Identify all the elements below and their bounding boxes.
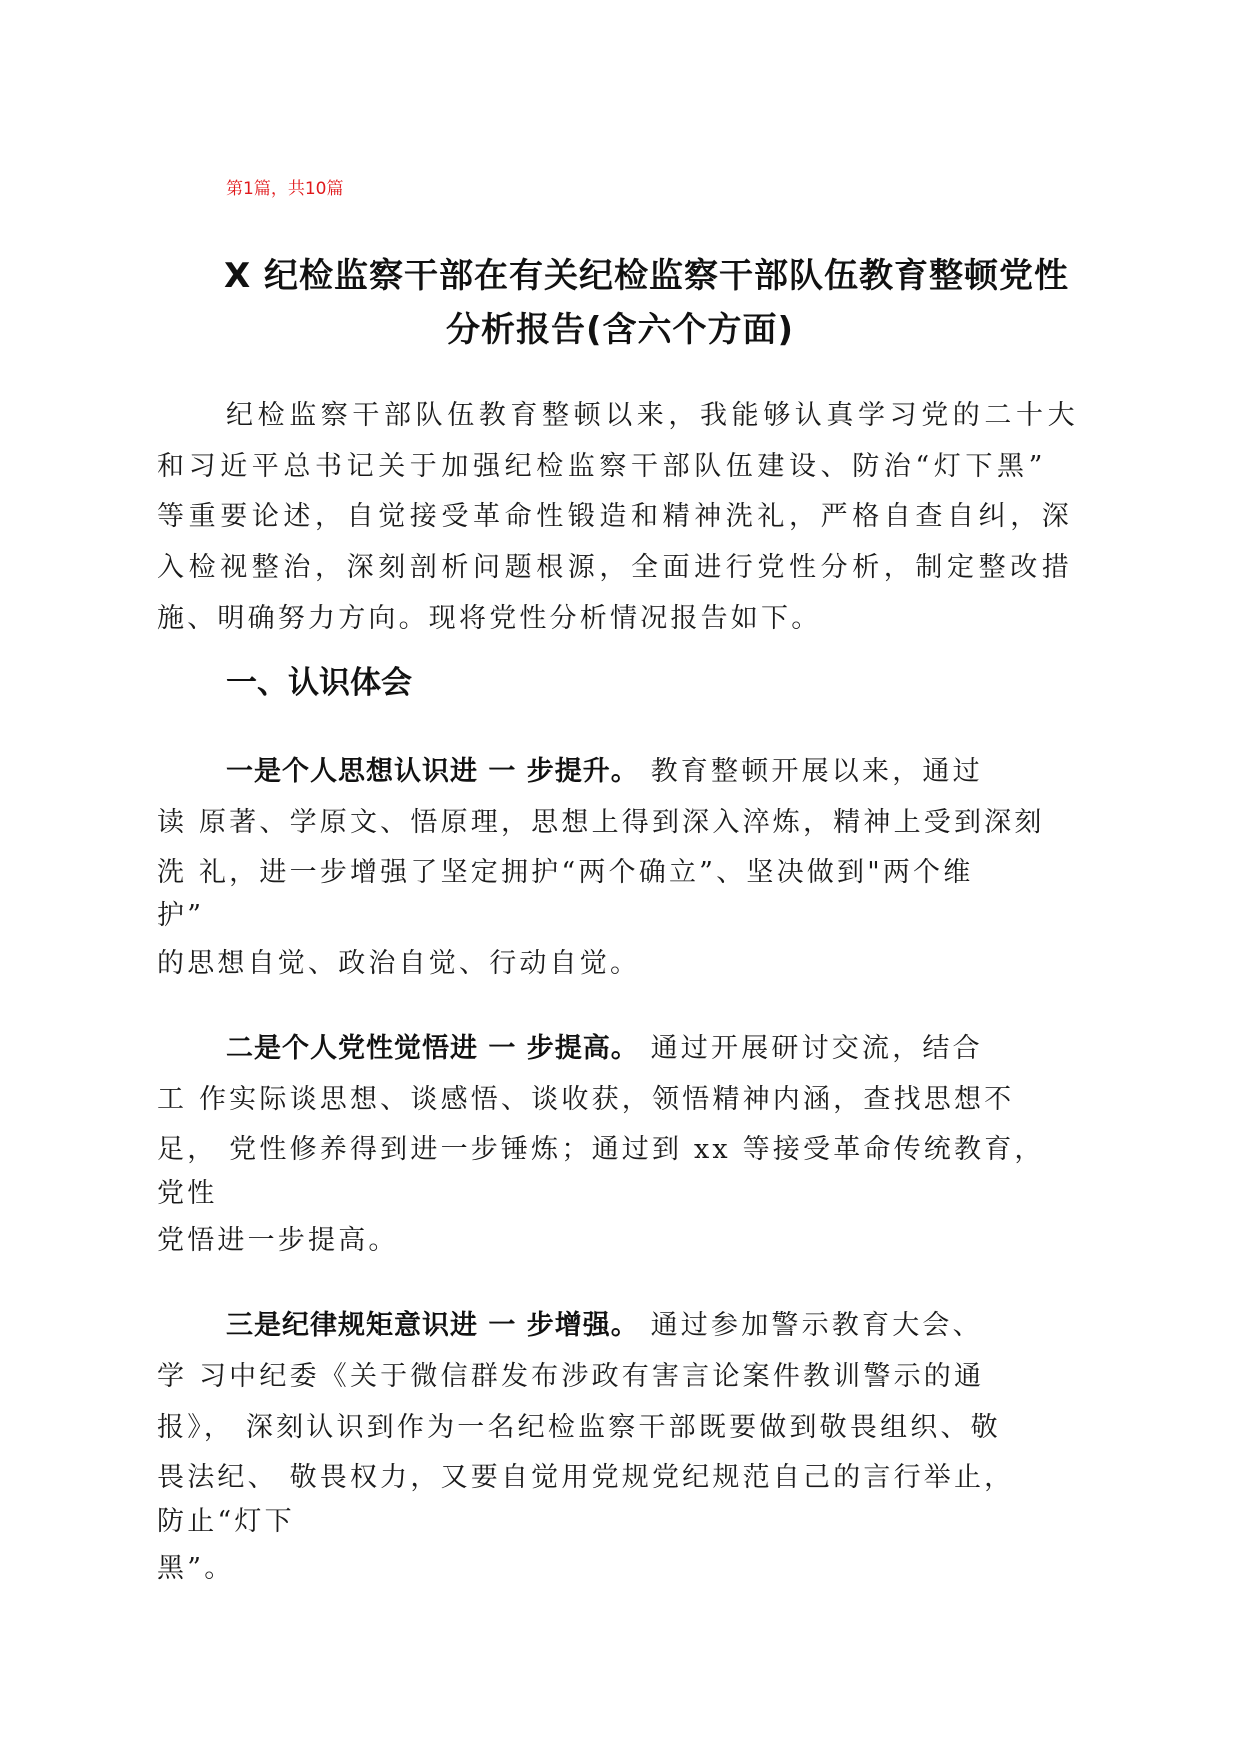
point-3-first-line — [226, 1303, 983, 1342]
point-2-lead: 二是个人党性觉悟进 一 步提高。 — [226, 1033, 639, 1064]
point-2-first-line — [226, 1026, 983, 1065]
point-1-line: 读 原著、学原文、悟原理，思想上得到深入淬炼，精神上受到深刻 — [157, 807, 1045, 838]
document-title-line-2: 分析报告(含六个方面) — [445, 310, 795, 350]
intro-line: 等重要论述，自觉接受革命性锻造和精神洗礼，严格自查自纠，深 — [157, 501, 1074, 532]
point-1-first-line — [226, 749, 983, 788]
point-3-line: 防止“灯下 — [157, 1506, 295, 1537]
point-3-line: 黑”。 — [157, 1553, 235, 1584]
point-2-line: 工 作实际谈思想、谈感悟、谈收获，领悟精神内涵，查找思想不 — [157, 1084, 1015, 1115]
point-2-line: 党悟进一步提高。 — [157, 1225, 399, 1256]
page-counter: 第1篇，共10篇 — [226, 179, 344, 199]
intro-line: 施、明确努力方向。现将党性分析情况报告如下。 — [157, 603, 822, 634]
intro-line: 纪检监察干部队伍教育整顿以来，我能够认真学习党的二十大 — [226, 400, 1080, 431]
point-1-line: 护” — [157, 900, 205, 931]
intro-line: 入检视整治，深刻剖析问题根源，全面进行党性分析，制定整改措 — [157, 552, 1074, 583]
point-3-line: 学 习中纪委《关于微信群发布涉政有害言论案件教训警示的通 — [157, 1361, 985, 1392]
point-3-line: 报》， 深刻认识到作为一名纪检监察干部既要做到敬畏组织、敬 — [157, 1412, 1001, 1443]
section-heading: 一、认识体会 — [226, 665, 412, 701]
point-2-line: 足， 党性修养得到进一步锤炼；通过到 xx 等接受革命传统教育， — [157, 1134, 1045, 1165]
point-3-line: 畏法纪、 敬畏权力，又要自觉用党规党纪规范自己的言行举止， — [157, 1462, 1015, 1493]
point-1-lead: 一是个人思想认识进 一 步提升。 — [226, 756, 639, 787]
point-1-first-rest: 教育整顿开展以来，通过 — [638, 756, 983, 787]
point-1-line: 洗 礼，进一步增强了坚定拥护“两个确立”、坚决做到"两个维 — [157, 857, 974, 888]
point-1-line: 的思想自觉、政治自觉、行动自觉。 — [157, 948, 641, 979]
point-2-line: 党性 — [157, 1178, 218, 1209]
intro-line: 和习近平总书记关于加强纪检监察干部队伍建设、防治“灯下黑” — [157, 451, 1048, 482]
document-title-line-1: X 纪检监察干部在有关纪检监察干部队伍教育整顿党性 — [224, 256, 1070, 296]
point-3-first-rest: 通过参加警示教育大会、 — [638, 1310, 983, 1341]
point-3-lead: 三是纪律规矩意识进 一 步增强。 — [226, 1310, 639, 1341]
point-2-first-rest: 通过开展研讨交流，结合 — [638, 1033, 983, 1064]
